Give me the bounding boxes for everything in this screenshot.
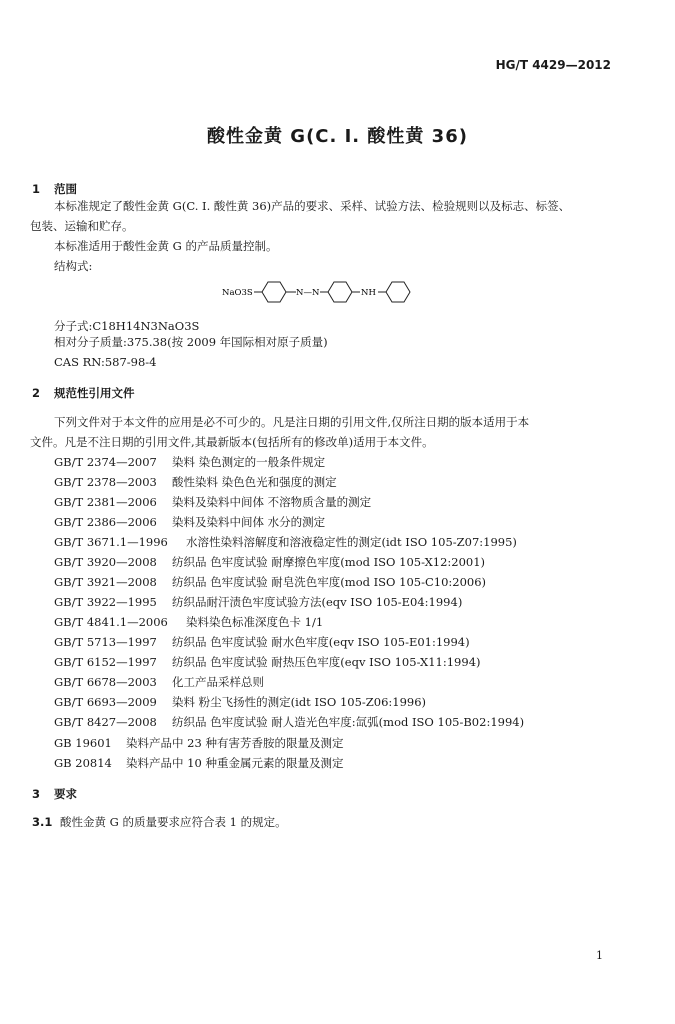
reference-code: GB/T 6152—1997 [54,655,157,669]
section-1-heading [32,181,77,197]
reference-title: 染料染色标准深度色卡 1/1 [186,615,324,629]
reference-code: GB/T 3920—2008 [54,555,157,569]
reference-title: 纺织品 色牢度试验 耐热压色牢度(eqv ISO 105-X11:1994) [172,655,481,669]
section-title: 要求 [54,787,77,801]
reference-title: 染料 染色测定的一般条件规定 [172,455,326,469]
reference-title: 染料及染料中间体 不溶物质含量的测定 [172,495,372,509]
reference-code: GB/T 3922—1995 [54,595,157,609]
reference-title: 水溶性染料溶解度和溶液稳定性的测定(idt ISO 105-Z07:1995) [186,535,517,549]
reference-title: 纺织品耐汗渍色牢度试验方法(eqv ISO 105-E04:1994) [172,595,463,609]
page-number: 1 [596,949,603,962]
reference-item [54,735,343,751]
subsection-number: 3.1 [32,815,53,829]
reference-item [54,694,426,710]
reference-code: GB 20814 [54,756,112,770]
reference-code: GB/T 6693—2009 [54,695,157,709]
molecular-formula: 分子式:C18H14N3NaO3S [54,319,200,333]
azo-group-label: N—N [296,288,320,298]
reference-item [54,614,323,630]
reference-item [54,494,371,510]
reference-title: 纺织品 色牢度试验 耐皂洗色牢度(mod ISO 105-C10:2006) [172,575,487,589]
reference-code: GB/T 8427—2008 [54,715,157,729]
reference-code: GB/T 2381—2006 [54,495,157,509]
reference-item [54,514,325,530]
section-title: 规范性引用文件 [54,386,135,400]
reference-title: 纺织品 色牢度试验 耐水色牢度(eqv ISO 105-E01:1994) [172,635,470,649]
section-2-intro-line-2: 文件。凡是不注日期的引用文件,其最新版本(包括所有的修改单)适用于本文件。 [30,435,434,449]
section-1-paragraph-1-line-2: 包装、运输和贮存。 [30,219,134,233]
reference-title: 染料产品中 10 种重金属元素的限量及测定 [126,756,344,770]
reference-item [54,474,337,490]
section-1-paragraph-1-line-1: 本标准规定了酸性金黄 G(C. I. 酸性黄 36)产品的要求、采样、试验方法、检验规则以及标志、标签、 [54,199,571,213]
reference-item [54,554,485,570]
standard-code: HG/T 4429—2012 [495,58,611,72]
reference-code: GB/T 6678—2003 [54,675,157,689]
section-2-intro-line-1: 下列文件对于本文件的应用是必不可少的。凡是注日期的引用文件,仅所注日期的版本适用于本 [54,415,530,429]
section-title: 范围 [54,182,77,196]
section-2-heading [32,385,135,401]
reference-title: 纺织品 色牢度试验 耐摩擦色牢度(mod ISO 105-X12:2001) [172,555,486,569]
reference-code: GB/T 2386—2006 [54,515,157,529]
reference-title: 染料及染料中间体 水分的测定 [172,515,326,529]
reference-code: GB/T 2378—2003 [54,475,157,489]
subsection-3-1 [32,812,287,832]
section-3-heading [32,786,77,802]
reference-item [54,534,517,550]
reference-title: 化工产品采样总则 [172,675,264,689]
reference-code: GB 19601 [54,736,112,750]
section-number: 3 [32,787,41,801]
document-title: 酸性金黄 G(C. I. 酸性黄 36) [207,126,468,147]
reference-item [54,674,264,690]
benzene-ring-2 [328,282,352,302]
reference-title: 染料 粉尘飞扬性的测定(idt ISO 105-Z06:1996) [172,695,427,709]
section-number: 2 [32,386,41,400]
reference-item [54,454,325,470]
reference-code: GB/T 3921—2008 [54,575,157,589]
amine-group-label: NH [361,288,376,298]
reference-code: GB/T 2374—2007 [54,455,157,469]
cas-number: CAS RN:587-98-4 [54,355,157,369]
reference-item [54,634,470,650]
reference-item [54,755,343,771]
molecular-mass: 相对分子质量:375.38(按 2009 年国际相对原子质量) [54,335,328,349]
benzene-ring-3 [386,282,410,302]
structural-formula [220,276,430,306]
sulfonate-group-label: NaO3S [222,288,253,298]
reference-title: 纺织品 色牢度试验 耐人造光色牢度:氙弧(mod ISO 105-B02:1994) [172,715,525,729]
reference-item [54,574,486,590]
reference-item [54,714,524,730]
reference-item [54,654,481,670]
reference-item [54,594,462,610]
structure-label: 结构式: [54,259,93,273]
reference-code: GB/T 5713—1997 [54,635,157,649]
reference-code: GB/T 4841.1—2006 [54,615,168,629]
subsection-text: 酸性金黄 G 的质量要求应符合表 1 的规定。 [60,815,287,829]
section-number: 1 [32,182,41,196]
reference-title: 酸性染料 染色色光和强度的测定 [172,475,337,489]
section-1-paragraph-2: 本标准适用于酸性金黄 G 的产品质量控制。 [54,239,278,253]
benzene-ring-1 [262,282,286,302]
reference-title: 染料产品中 23 种有害芳香胺的限量及测定 [126,736,344,750]
reference-code: GB/T 3671.1—1996 [54,535,168,549]
